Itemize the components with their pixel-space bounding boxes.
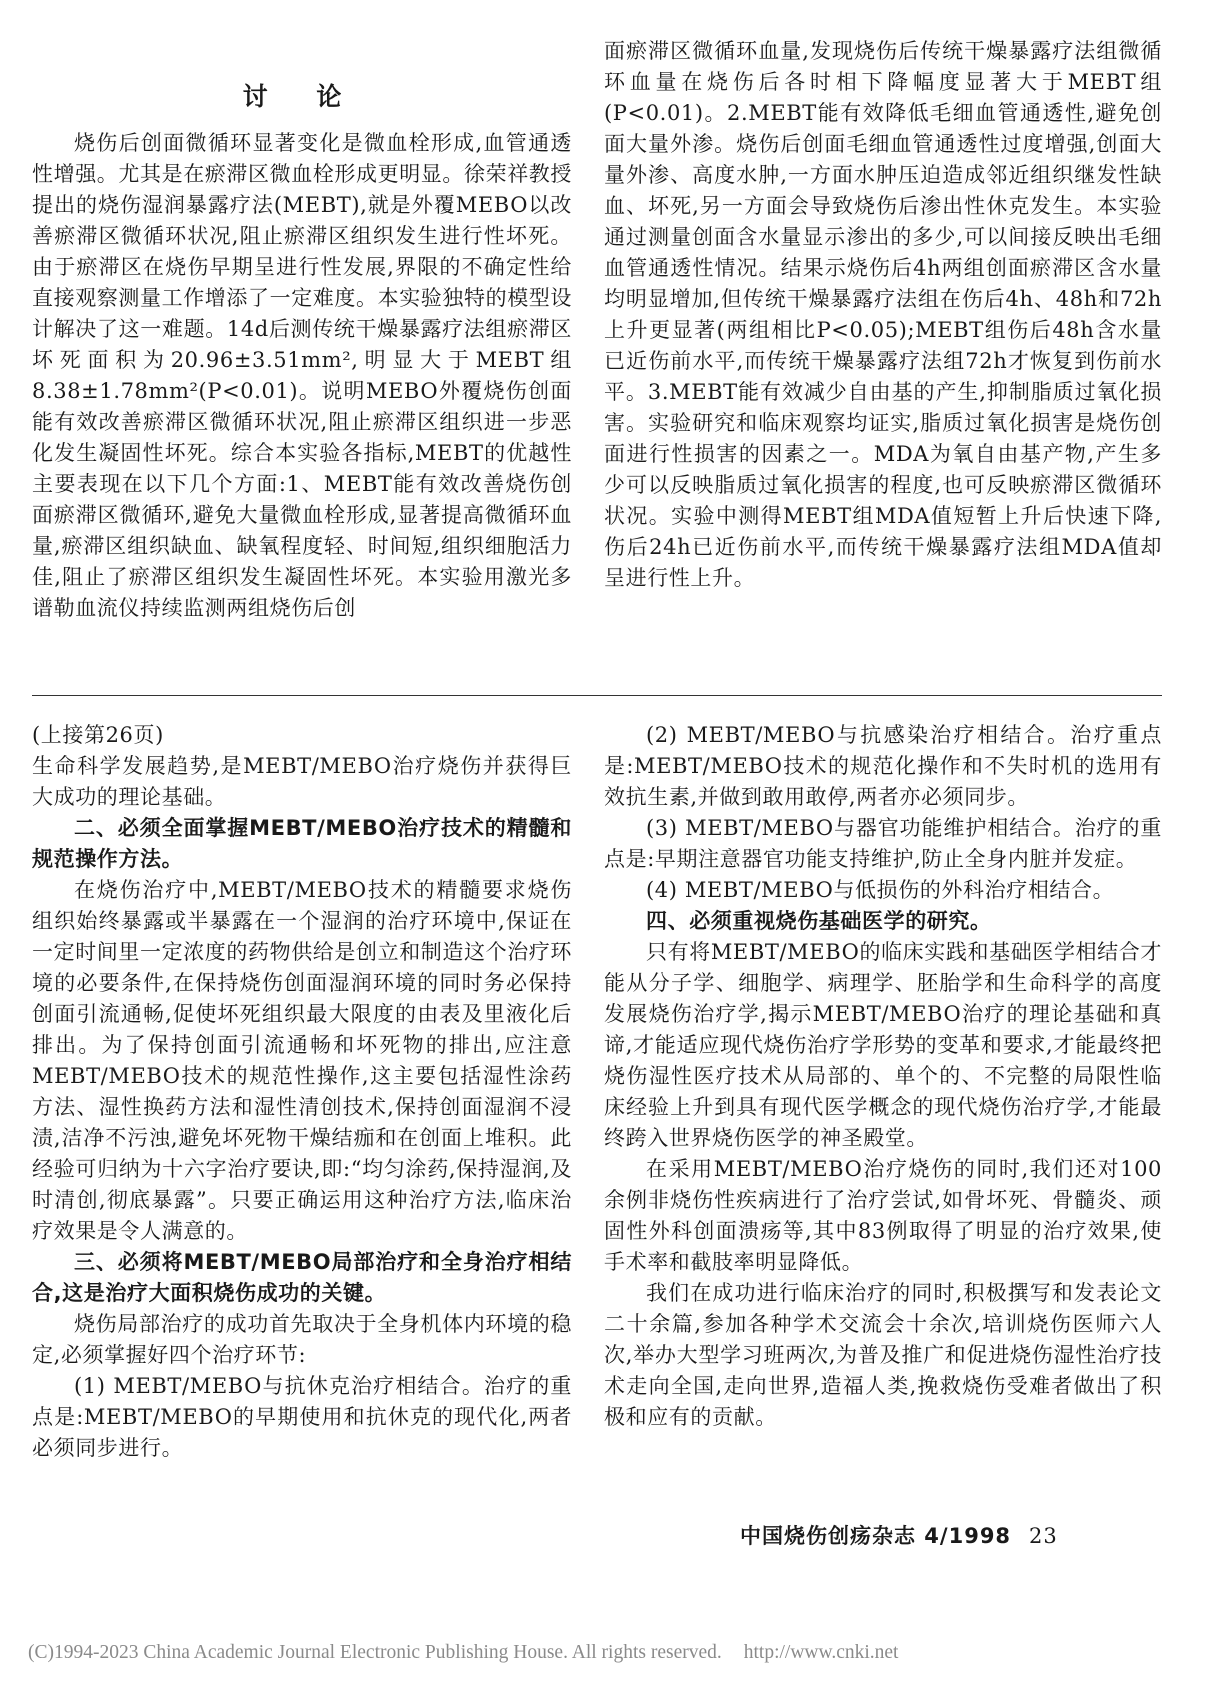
section-heading-2: 二、必须全面掌握MEBT/MEBO治疗技术的精髓和规范操作方法。 [32, 816, 572, 871]
publisher-url: http://www.cnki.net [743, 1642, 899, 1663]
article-paragraph: 烧伤局部治疗的成功首先取决于全身机体内环境的稳定,必须掌握好四个治疗环节: [32, 1312, 572, 1367]
article-list-item: (1) MEBT/MEBO与抗休克治疗相结合。治疗的重点是:MEBT/MEBO的早期使用和抗休克的现代化,两者必须同步进行。 [32, 1374, 572, 1460]
discussion-left-column [32, 80, 572, 624]
discussion-paragraph: 烧伤后创面微循环显著变化是微血栓形成,血管通透性增强。尤其是在瘀滞区微血栓形成更明显。徐荣祥教授提出的烧伤湿润暴露疗法(MEBT),就是外覆MEBO以改善瘀滞区微循环状况,阻止瘀滞区组织发生进行性坏死。由于瘀滞区在烧伤早期呈进行性发展,界限的不确定性给直接观察测量工作增添了一定难度。本实验独特的模型设计解决了这一难题。14d后测传统干燥暴露疗法组瘀滞区坏死面积为20.96±3.51mm²,明显大于MEBT组8.38±1.78mm²(P<0.01)。说明MEBO外覆烧伤创面能有效改善瘀滞区微循环状况,阻止瘀滞区组织进一步恶化发生凝固性坏死。综合本实验各指标,MEBT的优越性主要表现在以下几个方面:1、MEBT能有效改善烧伤创面瘀滞区微循环,避免大量微血栓形成,显著提高微循环血量,瘀滞区组织缺血、缺氧程度轻、时间短,组织细胞活力佳,阻止了瘀滞区组织发生凝固性坏死。本实验用激光多谱勒血流仪持续监测两组烧伤后创 [32, 131, 572, 620]
article-paragraph: 只有将MEBT/MEBO的临床实践和基础医学相结合才能从分子学、细胞学、病理学、胚胎学和生命科学的高度发展烧伤治疗学,揭示MEBT/MEBO治疗的理论基础和真谛,才能适应现代烧伤治疗学形势的变革和要求,才能最终把烧伤湿性医疗技术从局部的、单个的、不完整的局限性临床经验上升到具有现代医学概念的现代烧伤治疗学,才能最终跨入世界烧伤医学的神圣殿堂。 [604, 940, 1162, 1150]
article-paragraph: 我们在成功进行临床治疗的同时,积极撰写和发表论文二十余篇,参加各种学术交流会十余次,培训烧伤医师六人次,举办大型学习班两次,为普及推广和促进烧伤湿性治疗技术走向全国,走向世界,造福人类,挽救烧伤受难者做出了积极和应有的贡献。 [604, 1281, 1162, 1429]
continued-from-note: (上接第26页) [32, 723, 164, 747]
journal-name: 中国烧伤创疡杂志 4/1998 [740, 1524, 1012, 1548]
article-paragraph: 在烧伤治疗中,MEBT/MEBO技术的精髓要求烧伤组织始终暴露或半暴露在一个湿润的治疗环境中,保证在一定时间里一定浓度的药物供给是创立和制造这个治疗环境的必要条件,在保持烧伤创面湿润环境的同时务必保持创面引流通畅,促使坏死组织最大限度的由表及里液化后排出。为了保持创面引流通畅和坏死物的排出,应注意MEBT/MEBO技术的规范性操作,这主要包括湿性涂药方法、湿性换药方法和湿性清创技术,保持创面湿润不浸渍,洁净不污浊,避免坏死物干燥结痂和在创面上堆积。此经验可归纳为十六字治疗要诀,即:“均匀涂药,保持湿润,及时清创,彻底暴露”。只要正确运用这种治疗方法,临床治疗效果是令人满意的。 [32, 878, 572, 1243]
continued-article-right-column [604, 720, 1162, 1433]
page-number: 23 [1029, 1524, 1058, 1548]
page-footer [740, 1520, 1058, 1550]
section-divider [32, 695, 1162, 696]
copyright-watermark [28, 1642, 898, 1664]
discussion-paragraph-continued: 面瘀滞区微循环血量,发现烧伤后传统干燥暴露疗法组微循环血量在烧伤后各时相下降幅度显著大于MEBT组(P<0.01)。2.MEBT能有效降低毛细血管通透性,避免创面大量外渗。烧伤后创面毛细血管通透性过度增强,创面大量外渗、高度水肿,一方面水肿压迫造成邻近组织继发性缺血、坏死,另一方面会导致烧伤后渗出性休克发生。本实验通过测量创面含水量显示渗出的多少,可以间接反映出毛细血管通透性情况。结果示烧伤后4h两组创面瘀滞区含水量均明显增加,但传统干燥暴露疗法组在伤后4h、48h和72h上升更显著(两组相比P<0.05);MEBT组伤后48h含水量已近伤前水平,而传统干燥暴露疗法组72h才恢复到伤前水平。3.MEBT能有效减少自由基的产生,抑制脂质过氧化损害。实验研究和临床观察均证实,脂质过氧化损害是烧伤创面进行性损害的因素之一。MDA为氧自由基产物,产生多少可以反映脂质过氧化损害的程度,也可反映瘀滞区微循环状况。实验中测得MEBT组MDA值短暂上升后快速下降,伤后24h已近伤前水平,而传统干燥暴露疗法组MDA值却呈进行性上升。 [604, 39, 1162, 590]
section-heading-3: 三、必须将MEBT/MEBO局部治疗和全身治疗相结合,这是治疗大面积烧伤成功的关键。 [32, 1250, 572, 1305]
article-paragraph: 在采用MEBT/MEBO治疗烧伤的同时,我们还对100余例非烧伤性疾病进行了治疗尝试,如骨坏死、骨髓炎、顽固性外科创面溃疡等,其中83例取得了明显的治疗效果,使手术率和截肢率明显降低。 [604, 1157, 1162, 1274]
discussion-title: 讨 论 [242, 82, 362, 111]
article-list-item: (3) MEBT/MEBO与器官功能维护相结合。治疗的重点是:早期注意器官功能支持维护,防止全身内脏并发症。 [604, 816, 1162, 871]
discussion-right-column [604, 36, 1162, 594]
article-paragraph: 生命科学发展趋势,是MEBT/MEBO治疗烧伤并获得巨大成功的理论基础。 [32, 754, 572, 809]
article-list-item: (2) MEBT/MEBO与抗感染治疗相结合。治疗重点是:MEBT/MEBO技术的规范化操作和不失时机的选用有效抗生素,并做到敢用敢停,两者亦必须同步。 [604, 723, 1162, 809]
copyright-text: (C)1994-2023 China Academic Journal Electronic Publishing House. All rights reserved. [28, 1642, 722, 1663]
continued-article-left-column [32, 720, 572, 1464]
section-heading-4: 四、必须重视烧伤基础医学的研究。 [646, 909, 992, 933]
article-list-item: (4) MEBT/MEBO与低损伤的外科治疗相结合。 [646, 878, 1115, 902]
